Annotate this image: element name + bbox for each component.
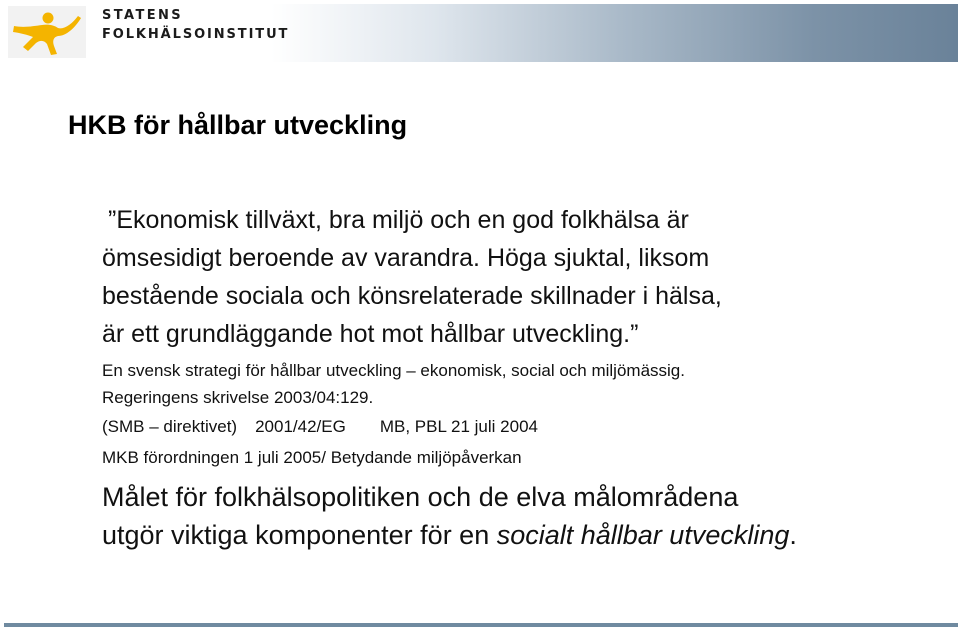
government-reference: Regeringens skrivelse 2003/04:129. xyxy=(102,388,374,407)
quote-line: bestående sociala och könsrelaterade skillnader i hälsa, xyxy=(102,282,722,310)
footer-rule xyxy=(4,623,958,627)
goal-line-2-suffix: . xyxy=(789,520,797,550)
quote-block xyxy=(102,201,922,353)
goal-emphasis: socialt hållbar utveckling xyxy=(496,520,790,550)
logo xyxy=(8,6,86,58)
smb-directive: (SMB – direktivet) xyxy=(102,417,238,436)
smb-reference xyxy=(102,417,538,437)
org-name-line-2: FOLKHÄLSOINSTITUT xyxy=(102,27,290,42)
quote-line: ömsesidigt beroende av varandra. Höga sjuktal, liksom xyxy=(102,244,710,272)
org-name-line-1: STATENS xyxy=(102,8,184,23)
strategy-reference: En svensk strategi för hållbar utveckling – ekonomisk, social och miljömässig. xyxy=(102,361,685,380)
quote-line: är ett grundläggande hot mot hållbar utveckling.” xyxy=(102,320,639,348)
running-figure-icon xyxy=(8,6,86,58)
quote-line: ”Ekonomisk tillväxt, bra miljö och en god folkhälsa är xyxy=(108,206,689,234)
goal-line-2 xyxy=(102,516,797,554)
page-title: HKB för hållbar utveckling xyxy=(68,110,408,140)
mkb-reference: MKB förordningen 1 juli 2005/ Betydande miljöpåverkan xyxy=(102,448,522,467)
smb-law: MB, PBL 21 juli 2004 xyxy=(379,417,538,436)
goal-line-1: Målet för folkhälsopolitiken och de elva målområdena xyxy=(102,482,739,512)
goal-line-2-prefix: utgör viktiga komponenter för en xyxy=(102,520,497,550)
goal-statement xyxy=(102,478,797,554)
smb-code: 2001/42/EG xyxy=(255,417,346,436)
